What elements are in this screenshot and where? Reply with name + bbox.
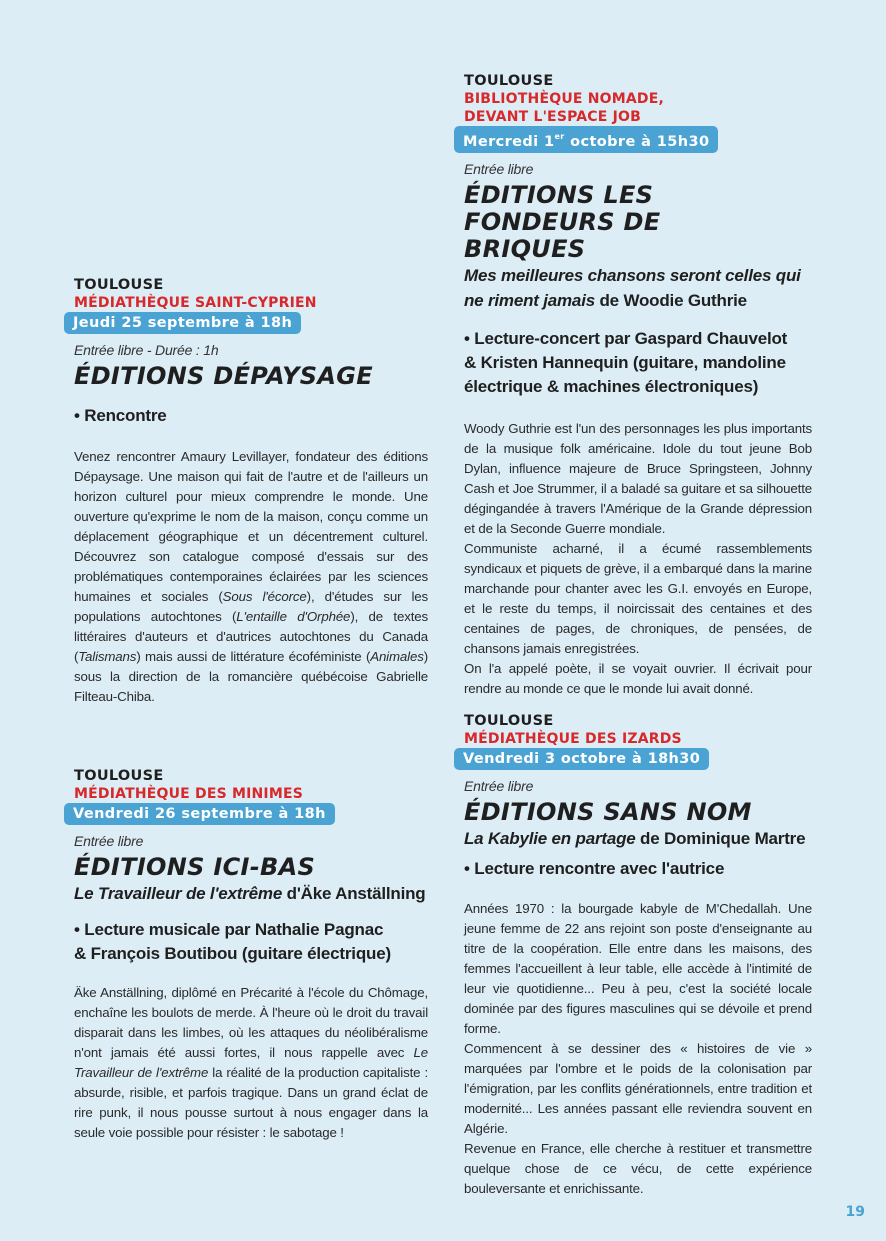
event-ici-bas	[74, 767, 428, 1143]
event-depaysage	[74, 276, 428, 707]
description-paragraph: Venez rencontrer Amaury Levillayer, fondateur des éditions Dépaysage. Une maison qui fait de l'autre et de l'ailleurs un horizon culturel pour mieux comprendre le monde. Une ouverture qu'exprime le nom de la maison, conçu comme un déplacement géographique et un décentrement culturel. Découvrez son catalogue composé d'essais sur des problématiques contemporaines éclairées par les sciences humaines et sociales (Sous l'écorce), d'études sur les populations autochtones (L'entaille d'Orphée), de textes littéraires d'auteurs et d'autrices autochtones du Canada (Talismans) mais aussi de littérature écoféministe (Animales) sous la direction de la romancière québécoise Gabrielle Filteau-Chiba.	[74, 449, 429, 704]
event-description	[464, 899, 812, 1199]
event-city: TOULOUSE	[74, 768, 164, 784]
event-activity: • Rencontre	[74, 406, 167, 425]
event-venue: MÉDIATHÈQUE DES IZARDS	[464, 731, 682, 747]
event-title: ÉDITIONS DÉPAYSAGE	[74, 362, 373, 390]
event-entry-info: Entrée libre	[464, 778, 534, 794]
event-subtitle: Le Travailleur de l'extrême d'Äke Anställning	[74, 884, 426, 903]
description-paragraph: Äke Anställning, diplômé en Précarité à l'école du Chômage, enchaîne les boulots de merde. À l'heure où le droit du travail disparait dans les limbes, où les attaques du néolibéralisme n'ont jamais été aussi fortes, il nous rappelle avec Le Travailleur de l'extrême la réalité de la production capitaliste : absurde, risible, et parfois tragique. Dans un grand éclat de rire punk, il nous pousse surtout à nous engager dans la seule voie possible pour résister : le sabotage !	[74, 985, 428, 1140]
event-entry-info: Entrée libre	[464, 161, 534, 177]
description-paragraph: Revenue en France, elle cherche à restituer et transmettre quelque chose de ce vécu, de cette expérience bouleversante et enrichissante.	[464, 1141, 812, 1196]
event-subtitle: La Kabylie en partage de Dominique Martre	[464, 829, 806, 848]
description-paragraph: Communiste acharné, il a écumé rassemblements syndicaux et piquets de grève, il a embarqué dans la marine marchande pour chanter avec les G.I. envoyés en Europe, et le reste du temps, il noircissait des centaines et des centaines de pages, de chroniques, de pensées, de chansons jamais enregistrées.	[464, 541, 812, 656]
event-entry-info: Entrée libre - Durée : 1h	[74, 342, 219, 358]
description-paragraph: Commencent à se dessiner des « histoires de vie » marquées par l'ombre et le poids de la colonisation par l'émigration, par les conflits générationnels, entre tradition et modernité... Les années passant elle reviendra souvent en Algérie.	[464, 1041, 812, 1136]
event-activity: • Lecture-concert par Gaspard Chauvelot & Kristen Hannequin (guitare, mandoline électrique & machines électroniques)	[464, 329, 788, 396]
description-paragraph: On l'a appelé poète, il se voyait ouvrier. Il écrivait pour rendre au monde ce que le monde lui avait donné.	[464, 661, 812, 696]
event-fondeurs-de-briques	[464, 72, 812, 699]
event-description	[464, 419, 812, 699]
event-activity: • Lecture musicale par Nathalie Pagnac & François Boutibou (guitare électrique)	[74, 920, 391, 963]
event-city: TOULOUSE	[464, 713, 554, 729]
event-title: ÉDITIONS SANS NOM	[464, 798, 752, 826]
event-subtitle: Mes meilleures chansons seront celles qui ne riment jamais de Woodie Guthrie	[464, 266, 801, 310]
event-title: ÉDITIONS LES FONDEURS DE BRIQUES	[464, 181, 661, 263]
event-title: ÉDITIONS ICI-BAS	[74, 853, 316, 881]
event-date-badge: Vendredi 26 septembre à 18h	[64, 803, 335, 825]
description-paragraph: Années 1970 : la bourgade kabyle de M'Chedallah. Une jeune femme de 22 ans rejoint son poste d'enseignante au titre de la coopération. Elle entre dans les maisons, des femmes l'accueillent à leur table, elle accède à l'intimité de leur vie quotidienne... Peu à peu, c'est la société locale dominée par des figures masculines qui se dévoile et prend forme.	[464, 901, 812, 1036]
event-sans-nom	[464, 712, 812, 1199]
event-description	[74, 447, 428, 707]
event-date-badge: Jeudi 25 septembre à 18h	[64, 312, 301, 334]
page-number: 19	[845, 1204, 865, 1220]
event-city: TOULOUSE	[74, 277, 164, 293]
event-date-badge: Vendredi 3 octobre à 18h30	[454, 748, 709, 770]
event-city: TOULOUSE	[464, 73, 554, 89]
event-description	[74, 983, 428, 1143]
description-paragraph: Woody Guthrie est l'un des personnages les plus importants de la musique folk américaine. Idole du tout jeune Bob Dylan, influence majeure de Bruce Springsteen, Johnny Cash et Joe Strummer, il a baladé sa guitare et sa silhouette dégingandée à travers l'Amérique de la Grande dépression et de la Seconde Guerre mondiale.	[464, 421, 812, 536]
event-venue: BIBLIOTHÈQUE NOMADE, DEVANT L'ESPACE JOB	[464, 91, 665, 125]
event-date-badge: Mercredi 1er octobre à 15h30	[454, 126, 718, 153]
event-entry-info: Entrée libre	[74, 833, 144, 849]
event-venue: MÉDIATHÈQUE SAINT-CYPRIEN	[74, 295, 317, 311]
event-activity: • Lecture rencontre avec l'autrice	[464, 859, 725, 878]
event-venue: MÉDIATHÈQUE DES MINIMES	[74, 786, 303, 802]
